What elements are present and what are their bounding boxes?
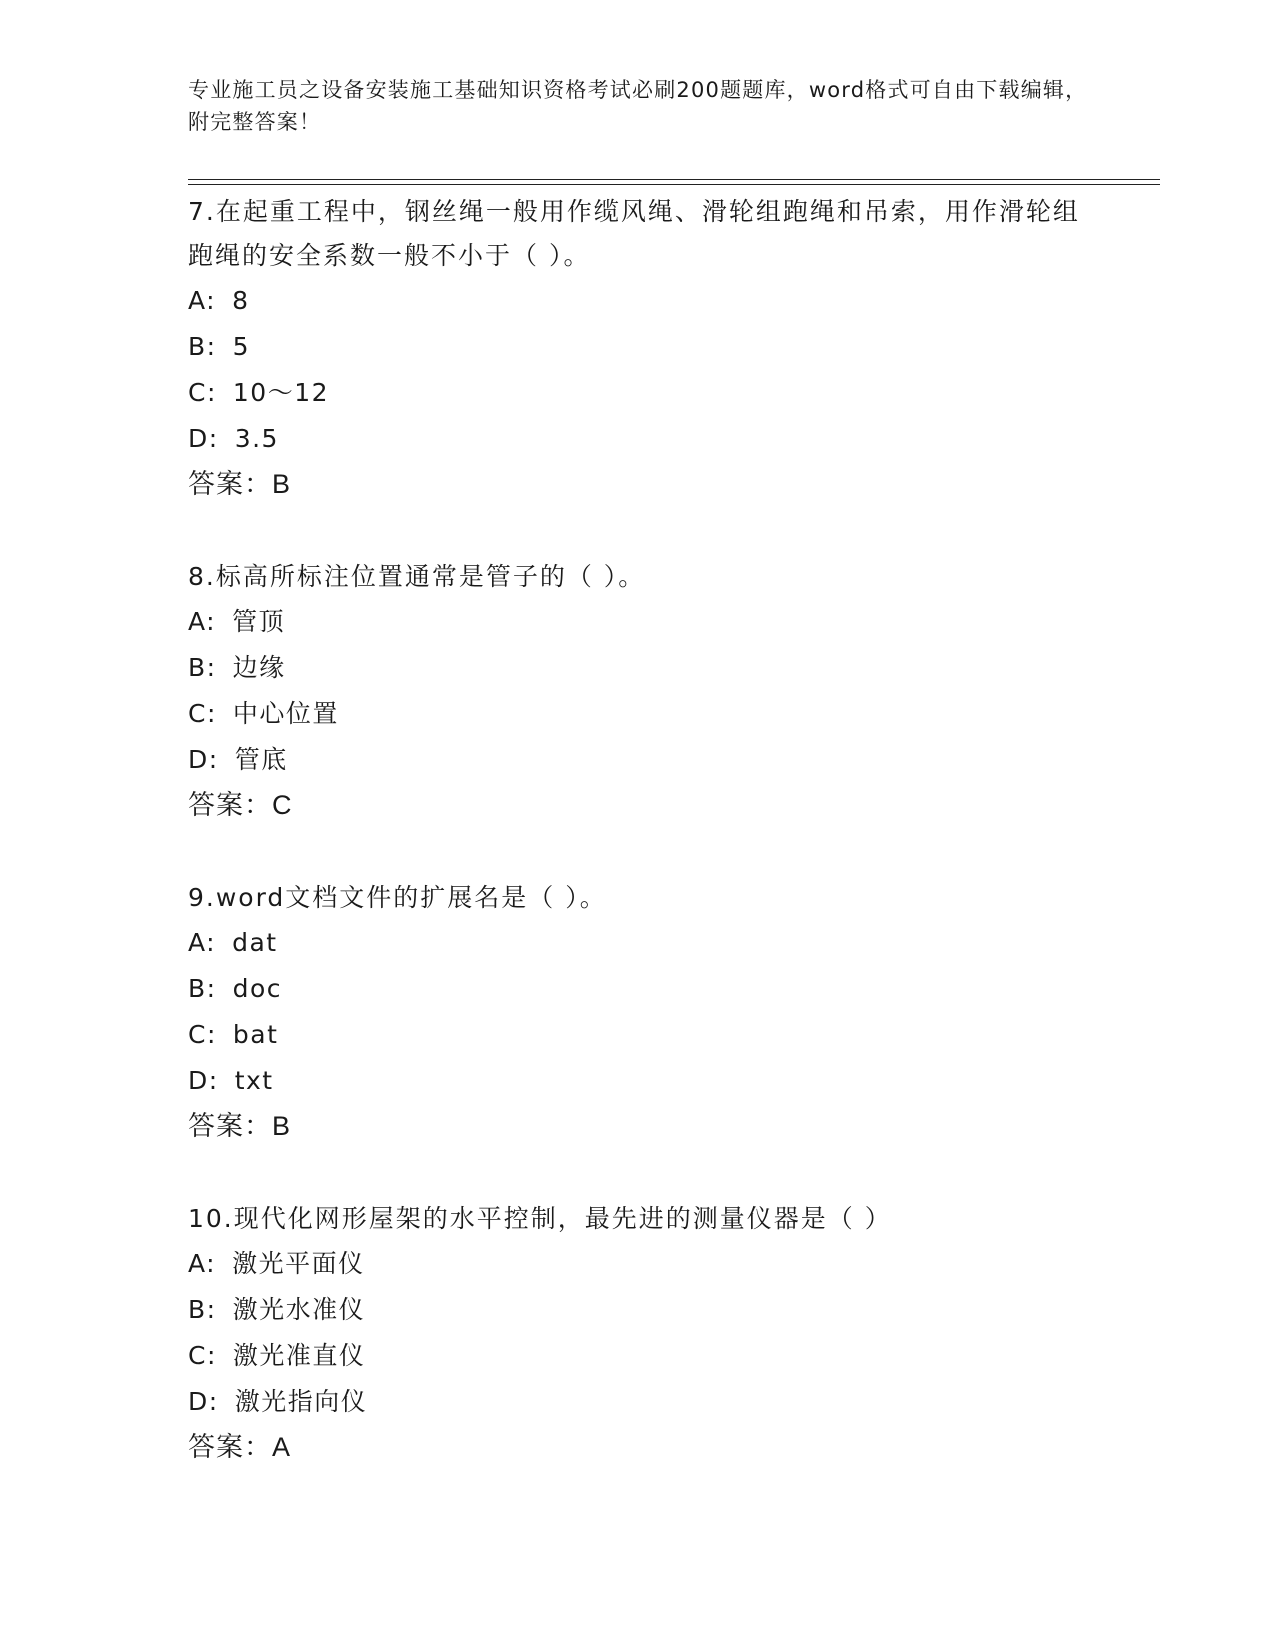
header-divider-bottom — [188, 184, 1160, 185]
option-text: doc — [232, 974, 282, 1003]
option-a — [188, 920, 1088, 966]
option-text: 激光水准仪 — [232, 1295, 366, 1324]
answer-line — [188, 462, 1088, 506]
option-text: 边缘 — [232, 653, 286, 682]
header-divider-top — [188, 179, 1160, 180]
option-label: B: — [188, 1295, 217, 1324]
option-label: D: — [188, 1066, 219, 1095]
answer-value: A — [272, 1432, 292, 1462]
option-a — [188, 278, 1088, 324]
option-label: C: — [188, 699, 217, 728]
question-stem: 10.现代化网形屋架的水平控制，最先进的测量仪器是（ ） — [188, 1204, 892, 1233]
option-text: 5 — [232, 332, 250, 361]
option-a — [188, 599, 1088, 645]
question-9 — [188, 876, 1088, 1148]
option-d — [188, 1379, 1088, 1425]
option-label: C: — [188, 1020, 217, 1049]
option-label: C: — [188, 1341, 217, 1370]
option-text: 中心位置 — [232, 699, 339, 728]
option-text: 激光指向仪 — [234, 1387, 368, 1416]
question-stem: 8.标高所标注位置通常是管子的（ ）。 — [188, 562, 646, 591]
option-text: 8 — [232, 286, 250, 315]
answer-prefix: 答案： — [188, 469, 272, 499]
question-stem: 7.在起重工程中，钢丝绳一般用作缆风绳、滑轮组跑绳和吊索，用作滑轮组跑绳的安全系数一般不小于（ ）。 — [188, 197, 1080, 270]
question-stem: 9.word文档文件的扩展名是（ ）。 — [188, 883, 607, 912]
question-7 — [188, 190, 1088, 506]
option-text: 3.5 — [234, 424, 279, 453]
option-label: B: — [188, 974, 217, 1003]
answer-prefix: 答案： — [188, 790, 272, 820]
option-text: txt — [234, 1066, 274, 1095]
answer-value: C — [272, 790, 293, 820]
option-c — [188, 1012, 1088, 1058]
option-c — [188, 1333, 1088, 1379]
answer-line — [188, 1104, 1088, 1148]
question-10 — [188, 1197, 1088, 1469]
option-b — [188, 966, 1088, 1012]
option-label: D: — [188, 745, 219, 774]
answer-line — [188, 1425, 1088, 1469]
option-label: B: — [188, 653, 217, 682]
option-label: D: — [188, 1387, 219, 1416]
option-label: A: — [188, 607, 217, 636]
answer-line — [188, 783, 1088, 827]
option-d — [188, 416, 1088, 462]
option-label: A: — [188, 928, 217, 957]
answer-value: B — [272, 1111, 292, 1141]
option-b — [188, 1287, 1088, 1333]
option-text: 10～12 — [232, 378, 330, 407]
option-label: D: — [188, 424, 219, 453]
option-text: 管顶 — [232, 607, 286, 636]
option-text: dat — [232, 928, 278, 957]
option-label: C: — [188, 378, 217, 407]
option-b — [188, 645, 1088, 691]
option-b — [188, 324, 1088, 370]
option-label: A: — [188, 1249, 217, 1278]
document-header: 专业施工员之设备安装施工基础知识资格考试必刷200题题库，word格式可自由下载编辑，附完整答案！ — [188, 78, 1088, 134]
option-c — [188, 370, 1088, 416]
option-text: 激光平面仪 — [232, 1249, 365, 1278]
option-text: 管底 — [234, 745, 288, 774]
answer-value: B — [272, 469, 292, 499]
option-a — [188, 1241, 1088, 1287]
option-text: 激光准直仪 — [232, 1341, 366, 1370]
option-c — [188, 691, 1088, 737]
option-label: B: — [188, 332, 217, 361]
question-8 — [188, 555, 1088, 827]
option-d — [188, 737, 1088, 783]
option-text: bat — [232, 1020, 279, 1049]
option-d — [188, 1058, 1088, 1104]
answer-prefix: 答案： — [188, 1432, 272, 1462]
answer-prefix: 答案： — [188, 1111, 272, 1141]
option-label: A: — [188, 286, 217, 315]
